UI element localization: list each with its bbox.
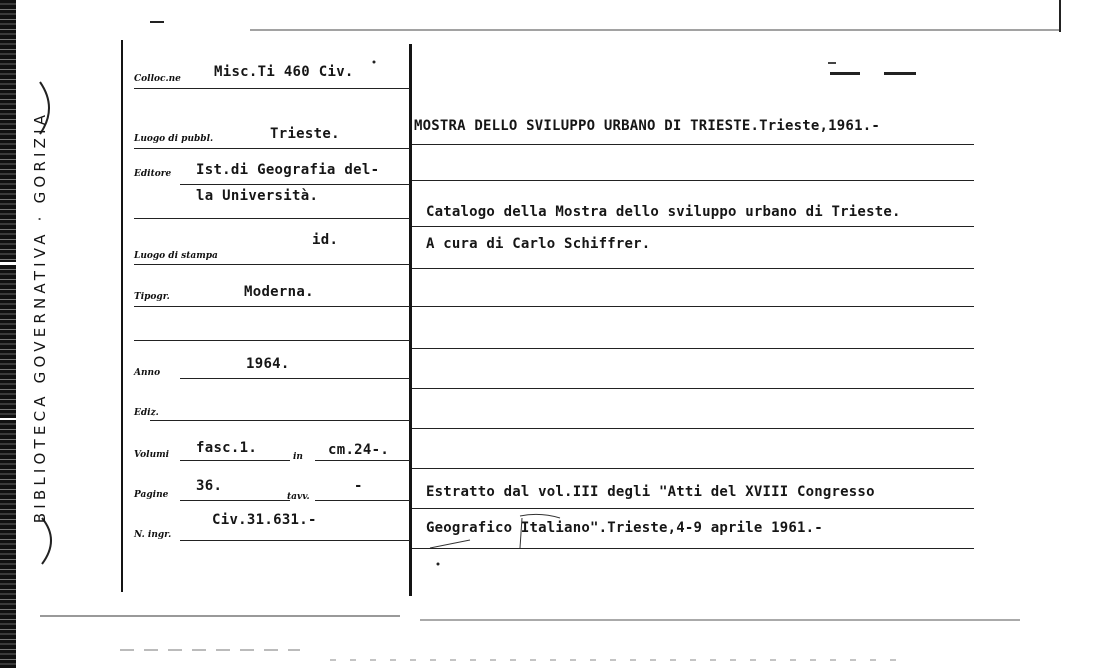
label-luogo-pubblicazione: Luogo di pubbl. xyxy=(134,134,214,144)
rule xyxy=(412,144,974,145)
library-title: BIBLIOTECA GOVERNATIVA · GORIZIA xyxy=(31,110,49,524)
value-formato: cm.24-. xyxy=(328,442,390,458)
rule xyxy=(134,148,410,149)
label-collocazione: Colloc.ne xyxy=(134,74,181,84)
rule xyxy=(134,218,410,219)
rule xyxy=(412,306,974,307)
rule xyxy=(134,264,410,265)
rule xyxy=(412,268,974,269)
label-anno: Anno xyxy=(134,368,161,378)
value-editore-line2: la Università. xyxy=(196,188,319,204)
rule xyxy=(134,306,410,307)
rule xyxy=(150,420,410,421)
entry-body-line2: A cura di Carlo Schiffrer. xyxy=(426,236,651,252)
value-editore-line1: Ist.di Geografia del- xyxy=(196,162,380,178)
label-tipografia: Tipogr. xyxy=(134,292,170,302)
rule xyxy=(412,348,974,349)
label-luogo-stampa: Luogo di stampa xyxy=(134,251,218,261)
value-volumi: fasc.1. xyxy=(196,440,258,456)
rule xyxy=(180,540,410,541)
rule xyxy=(134,340,410,341)
rule xyxy=(412,468,974,469)
rule xyxy=(412,428,974,429)
label-pagine: Pagine xyxy=(134,490,169,500)
rule xyxy=(180,184,410,185)
rule xyxy=(412,180,974,181)
label-tavole: tavv. xyxy=(287,492,310,502)
value-luogo-pubblicazione: Trieste. xyxy=(270,126,340,142)
label-formato: in xyxy=(293,452,303,462)
rule xyxy=(412,508,974,509)
rule xyxy=(134,88,410,89)
card-divider xyxy=(409,44,412,596)
label-volumi: Volumi xyxy=(134,450,170,460)
entry-note-line1: Estratto dal vol.III degli "Atti del XVIII Congresso xyxy=(426,484,875,500)
entry-note-line2: Geografico Italiano".Trieste,4-9 aprile 1961.- xyxy=(426,520,823,536)
rule xyxy=(412,226,974,227)
card-number-mark xyxy=(884,72,916,75)
value-numero-ingresso: Civ.31.631.- xyxy=(212,512,317,528)
entry-body-line1: Catalogo della Mostra dello sviluppo urbano di Trieste. xyxy=(426,204,901,220)
value-tipografia: Moderna. xyxy=(244,284,314,300)
rule xyxy=(412,388,974,389)
value-anno: 1964. xyxy=(246,356,290,372)
entry-title: MOSTRA DELLO SVILUPPO URBANO DI TRIESTE.Trieste,1961.- xyxy=(414,118,880,134)
label-edizione: Ediz. xyxy=(134,408,159,418)
rule xyxy=(180,500,290,501)
label-numero-ingresso: N. ingr. xyxy=(134,530,172,540)
card-left-border xyxy=(121,40,123,592)
value-luogo-stampa: id. xyxy=(312,232,339,248)
label-editore: Editore xyxy=(134,169,172,179)
rule xyxy=(180,460,290,461)
rule xyxy=(412,548,974,549)
rule xyxy=(315,460,410,461)
card-number-mark xyxy=(828,62,836,64)
value-tavole: - xyxy=(354,478,363,494)
rule xyxy=(315,500,410,501)
card-number-mark xyxy=(830,72,860,75)
value-collocazione: Misc.Ti 460 Civ. xyxy=(214,64,354,80)
rule xyxy=(180,378,410,379)
value-pagine: 36. xyxy=(196,478,223,494)
